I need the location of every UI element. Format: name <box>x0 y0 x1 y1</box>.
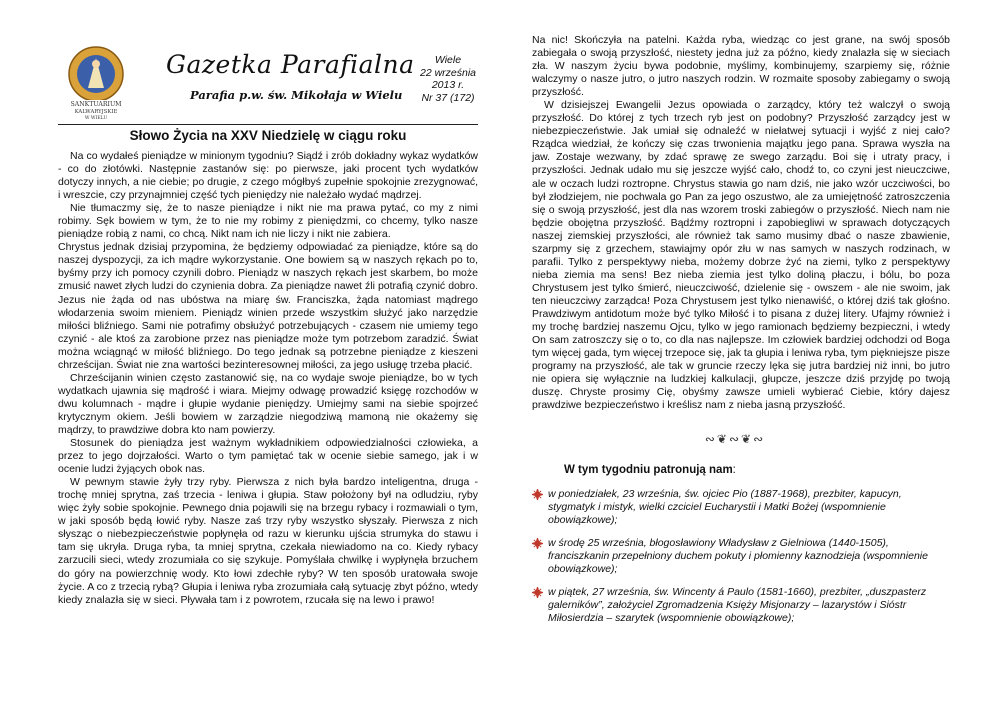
article-paragraph: W dzisiejszej Ewangelii Jezus opowiada o zarządcy, który też walczył o swoją przyszłość. Do której z tych trzech ryb jest on podobny? Przyszłość zarządcy jest w niebezpieczeństwie. Jak umiał się odnaleźć w niełatwej sytuacji i wyjść z niej cało? Rządca wiedział, że kończy się czas trwonienia majątku jego pana. Sprawa wyszła na jaw. Zostaje wezwany, by zdać sprawę ze swego zarządu. Boi się i utraty pracy, i przyszłości. Jednak udało mu się jeszcze wyjść cało, chodź to, co czyni jest nieuczciwe, ale w oczach ludzi roztropne. Chrystus stawia go nam dziś, nie jako wzór uczciwości, bo był złodziejem, nie pochwala go Pan za jego oszustwo, ale za umiejętność zatroszczenia się o swoją przyszłość, jest dla nas wzorem troski zabiegów o przyszłość. Niech nam nie będzie obojętna przyszłość. Bądźmy roztropni i zapobiegliwi w sprawach dotyczących naszej ziemskiej przyszłości, ale również tak samo musimy dbać o nasze zbawienie, szarpmy się z grzechem, stawiajmy opór złu w nas samych w naszych rodzinach, w parafii. Tylko z perspektywy nieba, możemy dobrze żyć na ziemi, tylko z perspektywy nieba ziemia ma sens! Bez nieba ziemia jest tylko doliną płaczu, i bólu, bo poza Chrystusem jest tylko śmierć, nieuczciwość, dzielenie się - owszem - ale nie swoim, jak ten nieuczciwy zarządca! Poza Chrystusem jest tylko nienawiść, o której dziś tak głośno. Prawdziwym antidotum może być tylko Miłość i to pisana z dużej litery. Ufajmy również i my trochę bardziej naszemu Ojcu, tylko w jego ramionach będziemy bezpieczni, i wtedy On sam zatroszczy się o to, co dla nas najlepsze. Im człowiek bardziej odchodzi od Boga tym więcej gada, tym więcej trzepoce się, jak ta głupia i leniwa ryba, tym piękniejsze pisze programy na przyszłość, ale tak w gruncie rzeczy lęka się jutra bardziej niż inni, bo jutro nie opiera się wyłącznie na ludzkiej kalkulacji, głupcze, jeszcze dziś przyjdę po twoją duszę. Chryste prosimy Cię, obyśmy zawsze umieli wybierać Ciebie, który dajesz prawdziwe bezpieczeństwo i kreślisz nam z nieba jasną przyszłość. <box>532 99 950 412</box>
article-paragraph: W pewnym stawie żyły trzy ryby. Pierwsza z nich była bardzo inteligentna, druga - trochę mniej sprytna, zaś trzecia - leniwa i głupia. Staw położony był na odludziu, ryby więc żyły sobie spokojnie. Pewnego dnia pojawili się na brzegu rybacy i rozmawiali o tym, w jaki sposób będą łowić ryby. Nasze zaś trzy ryby wszystko słyszały. Pierwsza z nich słysząc o niebezpieczeństwie popłynęła od razu w kierunku ujścia strumyka do stawu i tam się ukryła. Druga ryba, ta mniej sprytna, czekała niewiadomo na co. Kiedy rybacy zarzucili sieci, wtedy zrozumiała co się szykuje. Pomyślała chwilkę i wypłynęła brzuchem do góry na powierzchnię wody. Kto łowi zdechłe ryby? W ten sposób uratowała swoje życie. A co z trzecią rybą? Głupia i leniwa ryba zrozumiała całą sytuację zbyt późno, wtedy kiedy znalazła się w sieci. Pływała tam i z powrotem, rzucała się na lewo i prawo! <box>58 476 478 606</box>
parish-name: Parafia p.w. św. Mikołaja w Wielu <box>190 88 403 102</box>
patron-item <box>532 586 950 625</box>
issue-date: 22 września <box>419 66 477 79</box>
patrons-heading-text: W tym tygodniu patronują nam <box>564 464 733 476</box>
issue-year: 2013 r. <box>431 79 465 91</box>
header-divider <box>58 124 478 125</box>
article-paragraph: Stosunek do pieniądza jest ważnym wykładnikiem odpowiedzialności człowieka, a przez to jego dojrzałości. Warto o tym pamiętać tak w ocenie siebie samego, jak i w ocenie ludzi żyjących obok nas. <box>58 437 478 476</box>
article-paragraph: Chrześcijanin winien często zastanowić się, na co wydaje swoje pieniądze, bo w tych wydatkach ujawnia się mądrość i wiara. Miejmy odwagę prowadzić księgę rozchodów w dwu kolumnach - mądre i głupie wydanie pieniędzy. Umiejmy sami na siebie spojrzeć krytycznym okiem. Jeśli bowiem w zarządzie niegodziwą mamoną nie okażemy się mądrzy, to prawdziwe dobra kto nam powierzy. <box>58 371 478 436</box>
newsletter-title: Gazetka Parafialna <box>166 50 415 79</box>
article-paragraph: Na nic! Skończyła na patelni. Każda ryba, wiedząc co jest grane, na swój sposób zabiegała o swoją przyszłość, niestety jedna już za późno, kiedy znalazła się w sieciach zła. W naszym życiu bywa podobnie, myślimy, kombinujemy, szarpiemy się, różnie walczymy o nasze jutro, o jutro naszych rodzin. W rozmaite sposoby zabiegamy o swoją przyszłość. <box>532 34 950 99</box>
svg-text:KALWARYJSKIE: KALWARYJSKIE <box>74 109 118 115</box>
masthead <box>58 44 478 124</box>
article-paragraph: Na co wydałeś pieniądze w minionym tygodniu? Siądź i zrób dokładny wykaz wydatków - co do złotówki. Następnie zastanów się: po pierwsze, jaki procent tych wydatków dotyczy innych, a nie ciebie; po drugie, z czego mógłbyś zupełnie spokojnie zrezygnować, i wreszcie, czy przynajmniej część tych pieniędzy nie należało wydać mądrzej. <box>58 150 478 202</box>
patron-text: w poniedziałek, 23 września, św. ojciec Pio (1887-1968), prezbiter, kapucyn, stygmatyk i mistyk, wielki czciciel Eucharystii i Matki Bożej (wspomnienie obowiązkowe); <box>548 488 902 526</box>
article-left-column <box>58 150 478 607</box>
article-paragraph: Nie tłumaczmy się, że to nasze pieniądze i nikt nie ma prawa pytać, co my z nimi robimy. Sęk bowiem w tym, że to nie my robimy z pieniędzmi, co chcemy, tylko nasze pieniądze robią z nami, co chcą. Nikt nam ich nie liczy i nikt nie zabiera. <box>58 202 478 241</box>
article-heading: Słowo Życia na XXV Niedzielę w ciągu roku <box>129 128 407 143</box>
svg-text:W WIELU: W WIELU <box>84 116 108 120</box>
star-bullet-icon <box>532 489 543 500</box>
section-ornament: ∾❦∾❦∾ <box>704 432 766 446</box>
article-paragraph: Chrystus jednak dzisiaj przypomina, że będziemy odpowiadać za pieniądze, które są do naszej dyspozycji, za ich mądre wykorzystanie. One bowiem są w naszych rękach po to, byśmy przy ich pomocy czynili dobro. Pieniądz w naszych rękach jest skarbem, bo może zmusić nawet złych ludzi do czynienia dobra. Za pieniądze nawet źli potrafią czynić dobro. Jezus nie żąda od nas ubóstwa na miarę św. Franciszka, żąda natomiast mądrego włodarzenia swoim mieniem. Pieniądz winien przede wszystkim służyć jako narzędzie miłości bliźniego. Sami nie potrafimy obsłużyć potrzebujących - czasem nie umiemy tego czynić - ale ktoś za zarobione przez nas pieniądze może tym potrzebom zaradzić. Świat można wciągnąć w miłość bliźniego. Do tego jednak są potrzebne pieniądze z kieszeni chrześcijan. Świat nie zna wartości bezinteresownej miłości, za jego usługę trzeba płacić. <box>58 241 478 371</box>
sanctuary-logo <box>58 44 134 120</box>
patron-item <box>532 537 950 576</box>
patron-text: w piątek, 27 września, św. Wincenty á Paulo (1581-1660), prezbiter, „duszpasterz galerników”, założyciel Zgromadzenia Księży Misjonarzy – lazarystów i Sióstr Miłosierdzia – szarytek (wspomnienie obowiązkowe); <box>548 586 927 624</box>
patron-item <box>532 488 950 527</box>
star-bullet-icon <box>532 538 543 549</box>
patrons-heading <box>564 464 736 476</box>
issue-place: Wiele <box>434 54 462 66</box>
patron-text: w środę 25 września, błogosławiony Władysław z Gielniowa (1440-1505), franciszkanin przepełniony duchem pokuty i płomienny kaznodzieja (wspomnienie obowiązkowe); <box>548 537 928 575</box>
patrons-list <box>532 488 950 635</box>
star-bullet-icon <box>532 587 543 598</box>
issue-number: Nr 37 (172) <box>421 91 475 104</box>
svg-text:SANKTUARIUM: SANKTUARIUM <box>70 101 122 108</box>
issue-info <box>413 54 483 104</box>
article-right-column <box>532 34 950 412</box>
patrons-heading-colon: : <box>732 464 736 476</box>
